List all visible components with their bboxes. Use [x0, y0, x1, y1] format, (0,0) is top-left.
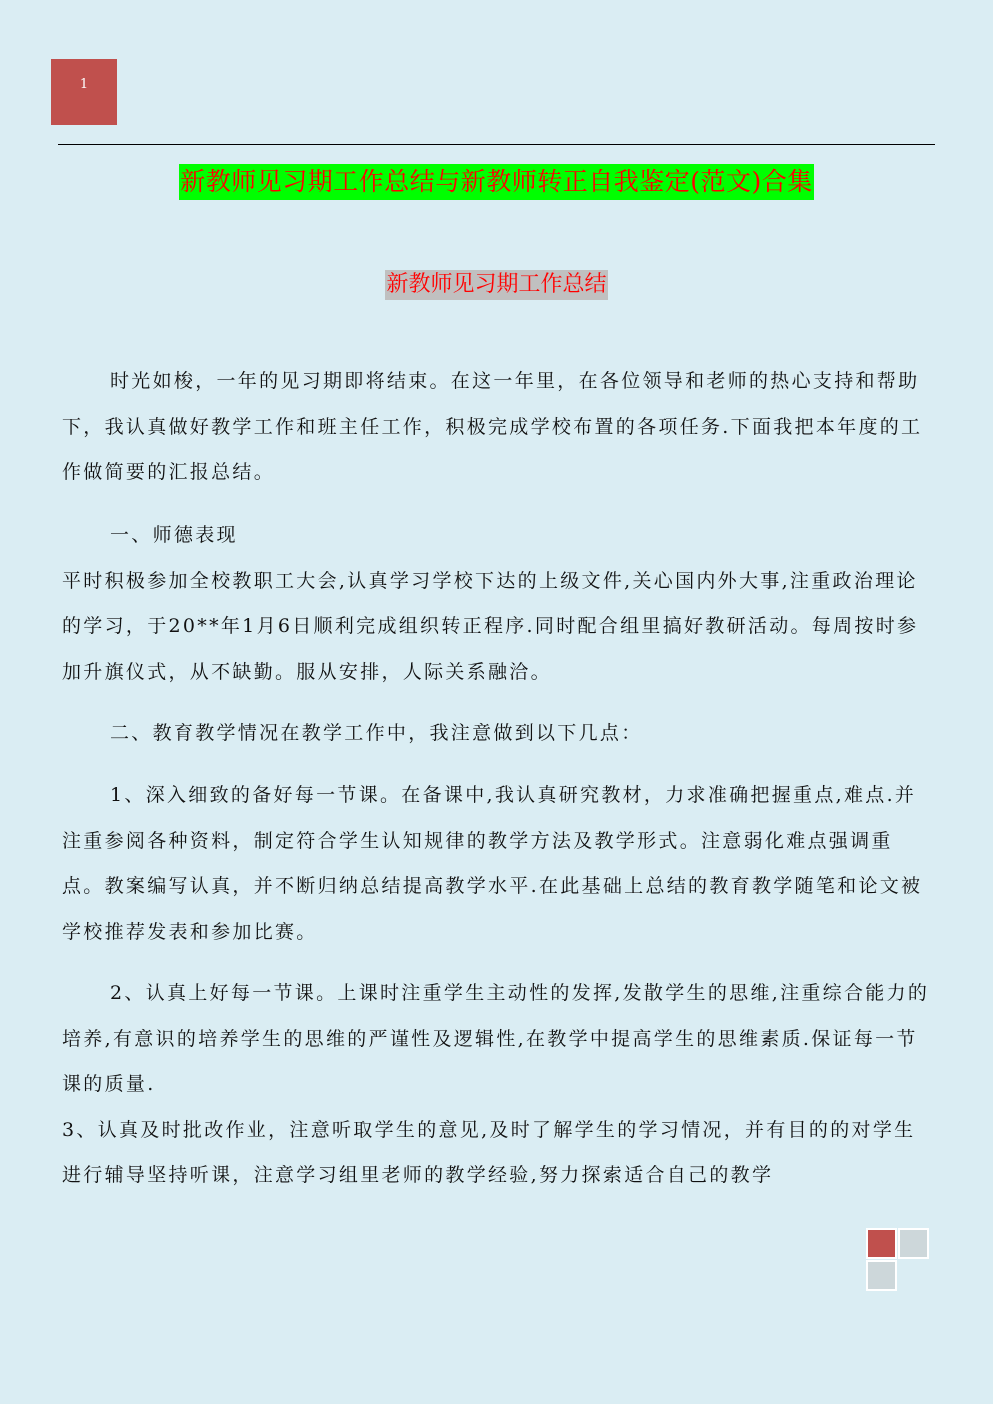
- section-heading-teaching: 二、教育教学情况在教学工作中，我注意做到以下几点：: [110, 722, 643, 744]
- main-title-container: [0, 164, 993, 200]
- point-one-block: [62, 773, 932, 955]
- main-title: 新教师见习期工作总结与新教师转正自我鉴定(范文)合集: [179, 164, 814, 200]
- section-heading-ethics: 一、师德表现: [110, 524, 238, 546]
- point-two-block: [62, 971, 932, 1199]
- intro-paragraph-block: [62, 359, 932, 496]
- decor-square-red: [866, 1228, 897, 1259]
- page-number-badge: [51, 59, 117, 125]
- decor-square-gray-right: [898, 1228, 929, 1259]
- sub-title-container: [0, 270, 993, 300]
- intro-paragraph: 时光如梭，一年的见习期即将结束。在这一年里，在各位领导和老师的热心支持和帮助下，我认真做好教学工作和班主任工作，积极完成学校布置的各项任务.下面我把本年度的工作做简要的汇报总结。: [62, 370, 923, 483]
- page-number: 1: [79, 77, 89, 92]
- section-one-block: [62, 513, 932, 695]
- decor-square-gray-bottom: [866, 1260, 897, 1291]
- header-rule: [58, 144, 935, 145]
- section-two-heading-block: [62, 711, 932, 757]
- point-two-paragraph: 2、认真上好每一节课。上课时注重学生主动性的发挥,发散学生的思维,注重综合能力的培养,有意识的培养学生的思维的严谨性及逻辑性,在教学中提高学生的思维素质.保证每一节课的质量.: [62, 982, 930, 1095]
- ethics-paragraph: 平时积极参加全校教职工大会,认真学习学校下达的上级文件,关心国内外大事,注重政治理论的学习，于20**年1月6日顺利完成组织转正程序.同时配合组里搞好教研活动。每周按时参加升旗仪式，从不缺勤。服从安排，人际关系融洽。: [62, 569, 919, 683]
- sub-title: 新教师见习期工作总结: [385, 270, 607, 300]
- point-three-paragraph: 3、认真及时批改作业，注意听取学生的意见,及时了解学生的学习情况，并有目的的对学生进行辅导坚持听课，注意学习组里老师的教学经验,努力探索适合自己的教学: [62, 1118, 916, 1186]
- point-one-paragraph: 1、深入细致的备好每一节课。在备课中,我认真研究教材，力求准确把握重点,难点.并注重参阅各种资料，制定符合学生认知规律的教学方法及教学形式。注意弱化难点强调重点。教案编写认真，并不断归纳总结提高教学水平.在此基础上总结的教育教学随笔和论文被学校推荐发表和参加比赛。: [62, 784, 923, 943]
